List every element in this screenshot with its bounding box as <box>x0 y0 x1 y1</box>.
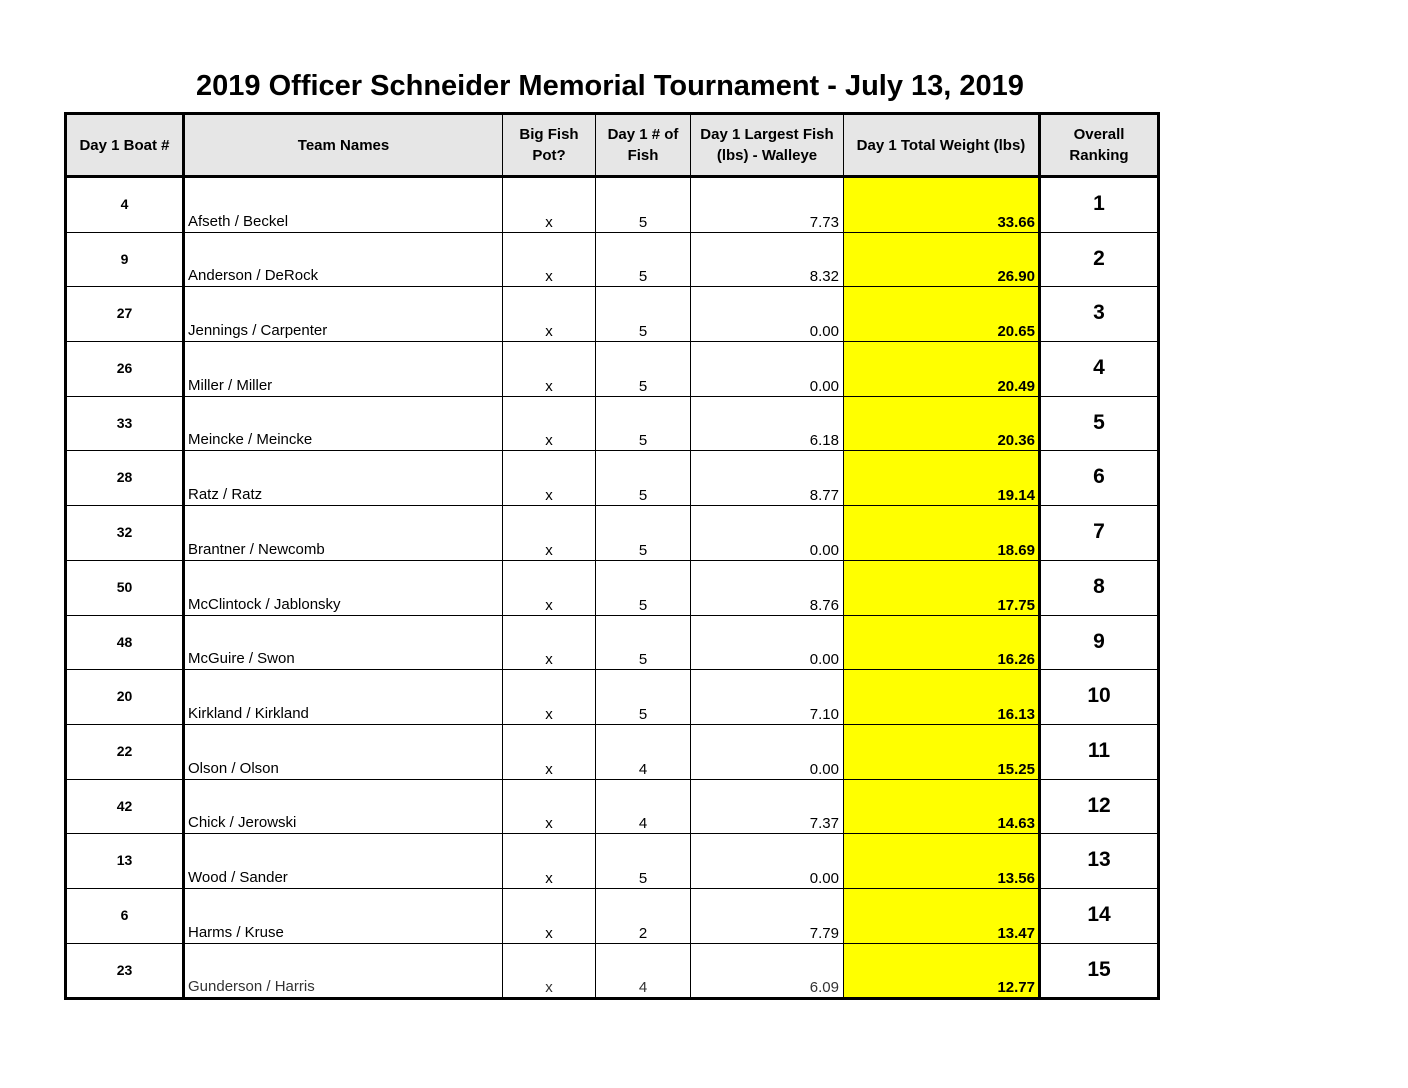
big-fish-pot-cell <box>503 943 596 999</box>
boat-number-cell-text: 42 <box>116 797 133 814</box>
boat-number-cell-text: 32 <box>116 524 133 541</box>
fish-count-cell <box>596 779 691 834</box>
team-names-cell <box>184 342 503 397</box>
team-names-cell-text: Ratz / Ratz <box>188 486 263 504</box>
overall-ranking-cell-text: 15 <box>1087 957 1111 981</box>
fish-count-cell-text: 5 <box>638 487 648 505</box>
total-weight-cell-text: 17.75 <box>997 596 1035 614</box>
big-fish-pot-cell <box>503 287 596 342</box>
total-weight-cell-text: 16.26 <box>997 651 1035 669</box>
boat-number-cell <box>66 888 184 943</box>
total-weight-cell-text: 18.69 <box>997 541 1035 559</box>
total-weight-cell-text: 19.14 <box>997 487 1035 505</box>
boat-number-cell <box>66 287 184 342</box>
big-fish-pot-cell-text: x <box>545 323 553 341</box>
boat-number-cell-text: 4 <box>120 196 129 212</box>
big-fish-pot-cell-text: x <box>545 760 553 778</box>
table-row <box>66 560 1159 615</box>
fish-count-cell <box>596 834 691 889</box>
largest-fish-cell-text: 6.18 <box>809 432 839 450</box>
fish-count-cell <box>596 451 691 506</box>
total-weight-cell-text: 20.36 <box>997 432 1035 450</box>
largest-fish-cell <box>691 506 844 561</box>
boat-number-cell-text: 28 <box>116 469 133 486</box>
fish-count-cell <box>596 396 691 451</box>
big-fish-pot-cell-text: x <box>545 596 553 614</box>
overall-ranking-cell-text: 2 <box>1093 246 1105 270</box>
total-weight-cell <box>844 177 1040 233</box>
overall-ranking-cell <box>1040 396 1159 451</box>
big-fish-pot-cell <box>503 560 596 615</box>
team-names-cell <box>184 287 503 342</box>
boat-number-cell-text: 6 <box>120 906 129 923</box>
total-weight-cell-text: 13.56 <box>997 869 1035 887</box>
largest-fish-cell-text: 6.09 <box>809 979 839 997</box>
largest-fish-cell <box>691 396 844 451</box>
big-fish-pot-cell-text: x <box>545 377 553 395</box>
header-row <box>66 114 1159 177</box>
total-weight-cell-text: 12.77 <box>997 979 1035 997</box>
fish-count-cell <box>596 232 691 287</box>
team-names-cell <box>184 670 503 725</box>
largest-fish-cell <box>691 451 844 506</box>
boat-number-cell <box>66 396 184 451</box>
overall-ranking-cell <box>1040 342 1159 397</box>
total-weight-cell <box>844 560 1040 615</box>
fish-count-cell <box>596 560 691 615</box>
overall-ranking-cell-text: 6 <box>1093 465 1105 489</box>
big-fish-pot-cell <box>503 177 596 233</box>
boat-number-cell <box>66 451 184 506</box>
header-boat: Day 1 Boat # <box>66 114 184 177</box>
overall-ranking-cell-text: 11 <box>1087 738 1111 762</box>
big-fish-pot-cell-text: x <box>545 815 553 833</box>
largest-fish-cell-text: 0.00 <box>809 377 839 395</box>
largest-fish-cell-text: 8.32 <box>809 268 839 286</box>
table-header <box>66 114 1159 177</box>
big-fish-pot-cell <box>503 670 596 725</box>
largest-fish-cell <box>691 177 844 233</box>
largest-fish-cell <box>691 724 844 779</box>
table-row <box>66 888 1159 943</box>
total-weight-cell-text: 20.65 <box>997 323 1035 341</box>
largest-fish-cell-text: 0.00 <box>809 541 839 559</box>
big-fish-pot-cell <box>503 342 596 397</box>
table-row <box>66 834 1159 889</box>
boat-number-cell <box>66 670 184 725</box>
overall-ranking-cell <box>1040 232 1159 287</box>
overall-ranking-cell <box>1040 615 1159 670</box>
team-names-cell <box>184 396 503 451</box>
header-largest-fish: Day 1 Largest Fish (lbs) - Walleye <box>691 114 844 177</box>
team-names-cell-text: McGuire / Swon <box>188 650 295 668</box>
total-weight-cell <box>844 396 1040 451</box>
big-fish-pot-cell <box>503 506 596 561</box>
total-weight-cell <box>844 287 1040 342</box>
total-weight-cell <box>844 232 1040 287</box>
largest-fish-cell-text: 8.77 <box>809 487 839 505</box>
table-row <box>66 177 1159 233</box>
team-names-cell-text: Miller / Miller <box>188 376 273 394</box>
fish-count-cell-text: 5 <box>638 869 648 887</box>
overall-ranking-cell <box>1040 670 1159 725</box>
overall-ranking-cell <box>1040 177 1159 233</box>
largest-fish-cell-text: 0.00 <box>809 651 839 669</box>
page-title: 2019 Officer Schneider Memorial Tournament - July 13, 2019 <box>196 70 1024 102</box>
total-weight-cell-text: 26.90 <box>997 268 1035 286</box>
team-names-cell-text: Kirkland / Kirkland <box>188 704 309 722</box>
team-names-cell <box>184 451 503 506</box>
total-weight-cell-text: 33.66 <box>997 213 1035 231</box>
big-fish-pot-cell-text: x <box>545 924 553 942</box>
table-row <box>66 342 1159 397</box>
table-row <box>66 396 1159 451</box>
total-weight-cell <box>844 615 1040 670</box>
total-weight-cell <box>844 342 1040 397</box>
team-names-cell <box>184 888 503 943</box>
team-names-cell <box>184 615 503 670</box>
big-fish-pot-cell-text: x <box>545 268 553 286</box>
overall-ranking-cell <box>1040 287 1159 342</box>
largest-fish-cell <box>691 560 844 615</box>
fish-count-cell-text: 5 <box>638 651 648 669</box>
big-fish-pot-cell-text: x <box>545 213 553 231</box>
total-weight-cell-text: 20.49 <box>997 377 1035 395</box>
big-fish-pot-cell <box>503 834 596 889</box>
largest-fish-cell-text: 7.73 <box>809 213 839 231</box>
boat-number-cell <box>66 342 184 397</box>
fish-count-cell-text: 5 <box>638 213 648 231</box>
overall-ranking-cell-text: 13 <box>1087 848 1111 872</box>
results-table <box>64 112 1160 1000</box>
total-weight-cell-text: 13.47 <box>997 924 1035 942</box>
team-names-cell-text: Harms / Kruse <box>188 923 284 941</box>
fish-count-cell-text: 5 <box>638 323 648 341</box>
big-fish-pot-cell <box>503 888 596 943</box>
boat-number-cell <box>66 724 184 779</box>
header-fish-count: Day 1 # of Fish <box>596 114 691 177</box>
boat-number-cell-text: 22 <box>116 742 133 759</box>
fish-count-cell-text: 5 <box>638 268 648 286</box>
overall-ranking-cell-text: 4 <box>1093 356 1105 380</box>
boat-number-cell <box>66 943 184 999</box>
boat-number-cell-text: 13 <box>116 852 133 869</box>
table-row <box>66 615 1159 670</box>
big-fish-pot-cell-text: x <box>545 487 553 505</box>
table-row <box>66 506 1159 561</box>
largest-fish-cell-text: 0.00 <box>809 323 839 341</box>
total-weight-cell <box>844 943 1040 999</box>
team-names-cell <box>184 834 503 889</box>
largest-fish-cell-text: 8.76 <box>809 596 839 614</box>
big-fish-pot-cell <box>503 615 596 670</box>
largest-fish-cell <box>691 670 844 725</box>
overall-ranking-cell-text: 9 <box>1093 629 1105 653</box>
table-row <box>66 670 1159 725</box>
fish-count-cell <box>596 287 691 342</box>
big-fish-pot-cell <box>503 724 596 779</box>
fish-count-cell <box>596 724 691 779</box>
largest-fish-cell <box>691 779 844 834</box>
boat-number-cell-text: 50 <box>116 578 133 595</box>
largest-fish-cell-text: 7.37 <box>809 815 839 833</box>
overall-ranking-cell-text: 5 <box>1093 410 1105 434</box>
largest-fish-cell <box>691 834 844 889</box>
overall-ranking-cell <box>1040 560 1159 615</box>
big-fish-pot-cell <box>503 779 596 834</box>
big-fish-pot-cell-text: x <box>545 432 553 450</box>
total-weight-cell-text: 16.13 <box>997 705 1035 723</box>
boat-number-cell <box>66 232 184 287</box>
team-names-cell-text: Chick / Jerowski <box>188 814 297 832</box>
total-weight-cell-text: 15.25 <box>997 760 1035 778</box>
total-weight-cell <box>844 670 1040 725</box>
largest-fish-cell <box>691 943 844 999</box>
total-weight-cell-text: 14.63 <box>997 815 1035 833</box>
total-weight-cell <box>844 724 1040 779</box>
table-row <box>66 232 1159 287</box>
team-names-cell <box>184 943 503 999</box>
overall-ranking-cell <box>1040 724 1159 779</box>
big-fish-pot-cell <box>503 232 596 287</box>
table-row <box>66 943 1159 999</box>
fish-count-cell-text: 4 <box>638 815 648 833</box>
largest-fish-cell <box>691 342 844 397</box>
overall-ranking-cell-text: 14 <box>1087 902 1111 926</box>
team-names-cell-text: Brantner / Newcomb <box>188 540 325 558</box>
big-fish-pot-cell <box>503 451 596 506</box>
overall-ranking-cell <box>1040 506 1159 561</box>
boat-number-cell <box>66 177 184 233</box>
big-fish-pot-cell-text: x <box>545 541 553 559</box>
fish-count-cell-text: 5 <box>638 596 648 614</box>
team-names-cell-text: Wood / Sander <box>188 868 288 886</box>
team-names-cell-text: Jennings / Carpenter <box>188 322 328 340</box>
overall-ranking-cell-text: 12 <box>1087 793 1111 817</box>
overall-ranking-cell-text: 8 <box>1093 574 1105 598</box>
team-names-cell-text: Anderson / DeRock <box>188 267 319 285</box>
boat-number-cell <box>66 615 184 670</box>
overall-ranking-cell <box>1040 888 1159 943</box>
team-names-cell <box>184 506 503 561</box>
overall-ranking-cell <box>1040 779 1159 834</box>
fish-count-cell-text: 5 <box>638 705 648 723</box>
total-weight-cell <box>844 506 1040 561</box>
boat-number-cell-text: 48 <box>116 633 133 650</box>
largest-fish-cell-text: 0.00 <box>809 760 839 778</box>
fish-count-cell-text: 2 <box>638 924 648 942</box>
boat-number-cell-text: 33 <box>116 414 133 431</box>
team-names-cell-text: Afseth / Beckel <box>188 212 289 230</box>
boat-number-cell <box>66 779 184 834</box>
overall-ranking-cell-text: 1 <box>1093 192 1105 215</box>
total-weight-cell <box>844 888 1040 943</box>
fish-count-cell <box>596 177 691 233</box>
table-row <box>66 779 1159 834</box>
big-fish-pot-cell-text: x <box>545 705 553 723</box>
fish-count-cell <box>596 670 691 725</box>
total-weight-cell <box>844 834 1040 889</box>
team-names-cell <box>184 232 503 287</box>
team-names-cell-text: Meincke / Meincke <box>188 431 313 449</box>
fish-count-cell <box>596 943 691 999</box>
team-names-cell <box>184 560 503 615</box>
table-row <box>66 451 1159 506</box>
fish-count-cell-text: 4 <box>638 760 648 778</box>
total-weight-cell <box>844 451 1040 506</box>
boat-number-cell <box>66 506 184 561</box>
largest-fish-cell-text: 0.00 <box>809 869 839 887</box>
table-row <box>66 287 1159 342</box>
team-names-cell-text: Gunderson / Harris <box>188 978 315 996</box>
header-team-names: Team Names <box>184 114 503 177</box>
largest-fish-cell <box>691 287 844 342</box>
header-overall-ranking: Overall Ranking <box>1040 114 1159 177</box>
team-names-cell-text: Olson / Olson <box>188 759 279 777</box>
largest-fish-cell <box>691 888 844 943</box>
fish-count-cell <box>596 506 691 561</box>
overall-ranking-cell-text: 7 <box>1093 520 1105 544</box>
largest-fish-cell-text: 7.79 <box>809 924 839 942</box>
overall-ranking-cell-text: 10 <box>1087 684 1111 708</box>
boat-number-cell-text: 23 <box>116 961 133 978</box>
fish-count-cell-text: 5 <box>638 432 648 450</box>
fish-count-cell <box>596 888 691 943</box>
boat-number-cell <box>66 560 184 615</box>
big-fish-pot-cell-text: x <box>545 869 553 887</box>
fish-count-cell-text: 5 <box>638 541 648 559</box>
big-fish-pot-cell-text: x <box>545 651 553 669</box>
team-names-cell <box>184 177 503 233</box>
fish-count-cell <box>596 342 691 397</box>
team-names-cell <box>184 724 503 779</box>
overall-ranking-cell <box>1040 451 1159 506</box>
big-fish-pot-cell-text: x <box>545 979 553 997</box>
total-weight-cell <box>844 779 1040 834</box>
fish-count-cell-text: 5 <box>638 377 648 395</box>
fish-count-cell-text: 4 <box>638 979 648 997</box>
overall-ranking-cell-text: 3 <box>1093 301 1105 325</box>
header-total-weight: Day 1 Total Weight (lbs) <box>844 114 1040 177</box>
largest-fish-cell-text: 7.10 <box>809 705 839 723</box>
table-body <box>66 177 1159 999</box>
overall-ranking-cell <box>1040 834 1159 889</box>
header-big-fish-pot: Big Fish Pot? <box>503 114 596 177</box>
team-names-cell-text: McClintock / Jablonsky <box>188 595 341 613</box>
boat-number-cell-text: 27 <box>116 305 133 322</box>
big-fish-pot-cell <box>503 396 596 451</box>
table-row <box>66 724 1159 779</box>
overall-ranking-cell <box>1040 943 1159 999</box>
boat-number-cell-text: 20 <box>116 688 133 705</box>
largest-fish-cell <box>691 232 844 287</box>
boat-number-cell-text: 26 <box>116 360 133 377</box>
fish-count-cell <box>596 615 691 670</box>
boat-number-cell <box>66 834 184 889</box>
boat-number-cell-text: 9 <box>120 250 129 267</box>
team-names-cell <box>184 779 503 834</box>
largest-fish-cell <box>691 615 844 670</box>
